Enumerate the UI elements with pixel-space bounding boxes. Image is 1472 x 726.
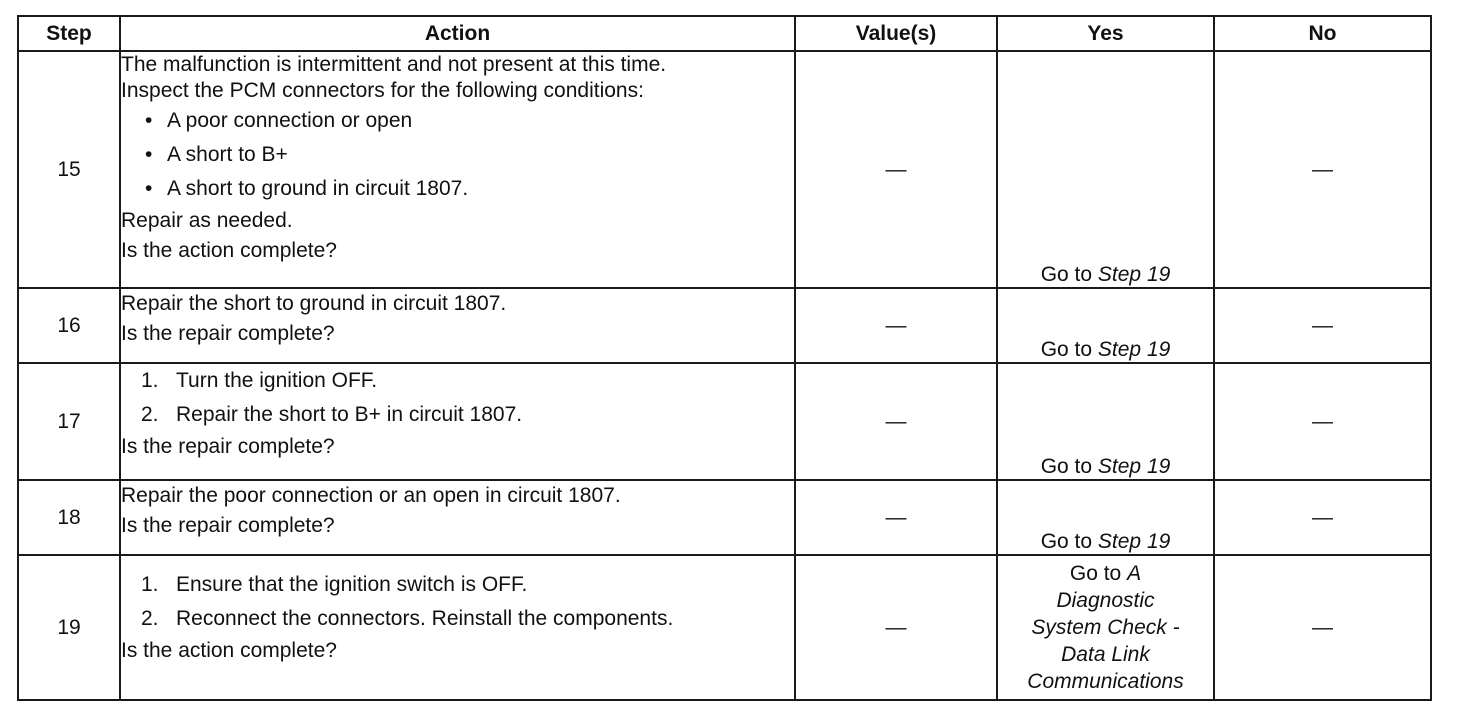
header-row — [18, 16, 1431, 51]
step-link[interactable]: Step 19 — [1097, 455, 1171, 478]
value-cell: — — [795, 480, 997, 555]
header-action: Action — [120, 16, 795, 51]
header-yes: Yes — [997, 16, 1214, 51]
action-text: Inspect the PCM connectors for the following conditions: — [121, 79, 644, 102]
header-values: Value(s) — [795, 16, 997, 51]
table-row-step-19 — [18, 555, 1431, 700]
yes-cell — [997, 363, 1214, 480]
numbered-item: 1. Turn the ignition OFF. — [141, 369, 378, 392]
bullet-icon: • — [145, 143, 153, 166]
action-cell — [120, 51, 795, 288]
header-step: Step — [18, 16, 120, 51]
action-text: The malfunction is intermittent and not present at this time. — [121, 53, 667, 76]
table-row-step-16 — [18, 288, 1431, 363]
bullet-icon: • — [145, 109, 153, 132]
step-link[interactable]: Step 19 — [1097, 263, 1171, 286]
value-cell: — — [795, 288, 997, 363]
numbered-item: 2. Repair the short to B+ in circuit 1807. — [141, 403, 523, 426]
yes-prefix: Go to — [1040, 263, 1093, 286]
numbered-item: 2. Reconnect the connectors. Reinstall the components. — [141, 607, 674, 630]
action-cell — [120, 480, 795, 555]
no-cell: — — [1214, 480, 1431, 555]
diagnostic-table — [17, 15, 1432, 701]
step-link[interactable]: Step 19 — [1097, 338, 1171, 361]
yes-prefix: Go to — [1040, 530, 1093, 553]
no-cell: — — [1214, 288, 1431, 363]
diagnostic-link[interactable]: Diagnostic — [1056, 589, 1155, 612]
bullet-icon: • — [145, 177, 153, 200]
table-row-step-15 — [18, 51, 1431, 288]
numbered-item: 1. Ensure that the ignition switch is OFF. — [141, 573, 528, 596]
diagnostic-link[interactable]: Communications — [1027, 670, 1184, 693]
diagnostic-link[interactable]: System Check - — [1031, 616, 1180, 639]
step-number: 15 — [18, 51, 120, 288]
bullet-item: • A poor connection or open — [121, 104, 794, 138]
step-number: 16 — [18, 288, 120, 363]
action-question: Is the repair complete? — [121, 514, 335, 537]
yes-cell — [997, 555, 1214, 700]
yes-cell — [997, 51, 1214, 288]
step-number: 18 — [18, 480, 120, 555]
yes-prefix: Go to — [1040, 338, 1093, 361]
diagnostic-link[interactable]: Data Link — [1061, 643, 1150, 666]
yes-prefix: Go to — [1040, 455, 1093, 478]
action-cell — [120, 555, 795, 700]
action-text: Repair as needed. — [121, 209, 293, 232]
value-cell: — — [795, 555, 997, 700]
step-link[interactable]: Step 19 — [1097, 530, 1171, 553]
diagnostic-link[interactable]: A — [1127, 562, 1142, 585]
bullet-item: • A short to B+ — [121, 138, 794, 172]
no-cell: — — [1214, 51, 1431, 288]
bullet-item: • A short to ground in circuit 1807. — [121, 172, 794, 206]
action-text: Repair the short to ground in circuit 1807. — [121, 292, 507, 315]
action-question: Is the action complete? — [121, 239, 337, 262]
no-cell: — — [1214, 555, 1431, 700]
action-text: Repair the poor connection or an open in circuit 1807. — [121, 484, 621, 507]
action-cell — [120, 288, 795, 363]
value-cell: — — [795, 51, 997, 288]
table-row-step-18 — [18, 480, 1431, 555]
step-number: 19 — [18, 555, 120, 700]
action-question: Is the repair complete? — [121, 435, 335, 458]
no-cell: — — [1214, 363, 1431, 480]
yes-cell — [997, 480, 1214, 555]
action-cell — [120, 363, 795, 480]
action-question: Is the action complete? — [121, 639, 337, 662]
table-row-step-17 — [18, 363, 1431, 480]
action-question: Is the repair complete? — [121, 322, 335, 345]
header-no: No — [1214, 16, 1431, 51]
value-cell: — — [795, 363, 997, 480]
yes-cell — [997, 288, 1214, 363]
yes-prefix: Go to — [1069, 562, 1122, 585]
step-number: 17 — [18, 363, 120, 480]
